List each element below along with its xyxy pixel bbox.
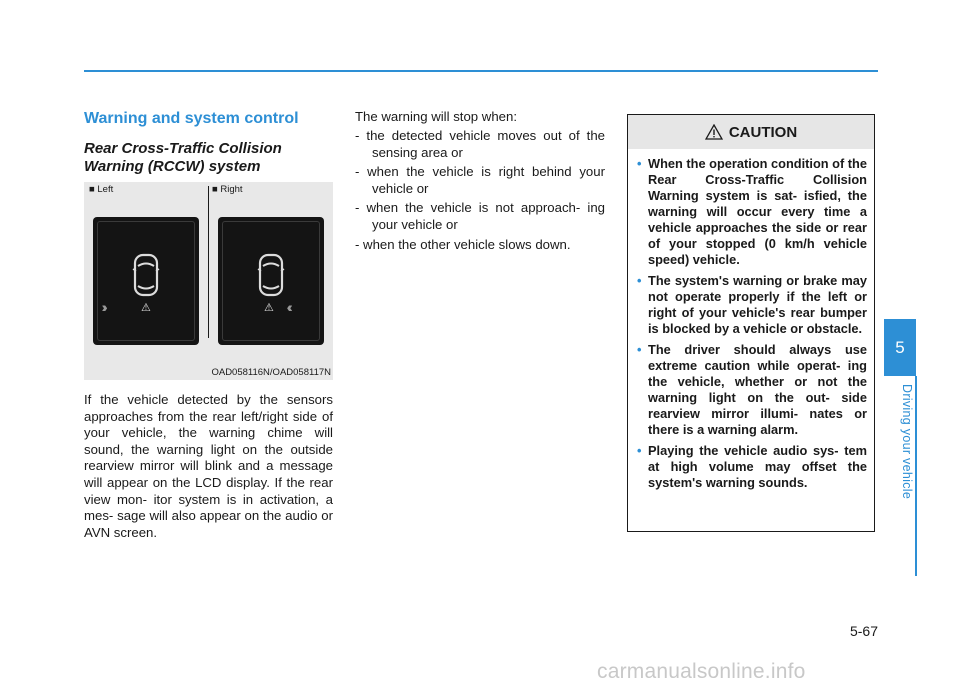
list-item: - when the vehicle is not approach- ing your vehicle or: [355, 200, 605, 232]
subsection-title: Rear Cross-Traffic Collision Warning (RCCW) system: [84, 140, 282, 175]
caution-title: CAUTION: [728, 123, 798, 141]
caution-item-text: The system's warning or brake may not operate properly if the left or right of your vehicle's rear bumper is blocked by a vehicle or obstacle.: [648, 273, 867, 336]
warning-triangle-icon: ⚠: [264, 302, 274, 314]
bullet-icon: •: [637, 156, 642, 171]
bullet-icon: •: [637, 273, 642, 288]
middle-column: [355, 108, 605, 256]
list-item: [638, 273, 867, 337]
chapter-number: 5: [895, 337, 905, 357]
figure-right-label: ■ Right: [212, 184, 243, 195]
left-column: [84, 110, 333, 541]
list-item: [638, 156, 867, 268]
list-item: - when the other vehicle slows down.: [355, 236, 571, 252]
list-item: [638, 443, 867, 491]
list-item: - the detected vehicle moves out of the sensing area or: [355, 128, 605, 160]
caution-box: [627, 114, 875, 532]
chapter-title: Driving your vehicle: [900, 384, 914, 500]
figure-divider: [208, 186, 209, 338]
body-paragraph: If the vehicle detected by the sensors approaches from the rear left/right side of your vehicle, the warning chime will sound, the warning light on the outside rearview mirror will blink and a message will appear on the LCD display. If the rear view mon- itor system is in activation, a mes- sage will also appear on the audio or AVN screen.: [84, 392, 333, 540]
car-icon: [257, 253, 285, 297]
car-icon: [132, 253, 160, 297]
cluster-display-left: [93, 217, 199, 345]
bullet-icon: •: [637, 342, 642, 357]
caution-list: [628, 149, 874, 491]
stop-intro: The warning will stop when:: [355, 109, 517, 124]
warning-triangle-icon: [705, 124, 723, 140]
figure-left-label: ■ Left: [89, 184, 114, 195]
bullet-icon: •: [637, 443, 642, 458]
caution-item-text: When the operation condition of the Rear Cross-Traffic Collision Warning system is sat- isfied, the warning will occur every time a vehicle approaches the side or rear of your stopped (0 km/h vehicle speed) vehicle.: [648, 156, 867, 267]
list-item: - when the vehicle is right behind your vehicle or: [355, 164, 605, 196]
caution-item-text: Playing the vehicle audio sys- tem at high volume may offset the system's warning sounds.: [648, 443, 867, 490]
stop-list: [355, 128, 605, 253]
caution-item-text: The driver should always use extreme caution while operat- ing the vehicle, whether or not the warning light on the out- side rearview mirror illumi- nates or there is a warning alarm.: [648, 342, 867, 437]
top-rule: [84, 70, 878, 72]
chapter-tab: [884, 319, 916, 376]
warning-triangle-icon: ⚠: [141, 302, 151, 314]
chapter-tab-line: [915, 376, 917, 576]
watermark: carmanualsonline.info: [597, 660, 806, 683]
cluster-display-right: [218, 217, 324, 345]
section-title: Warning and system control: [84, 110, 299, 127]
figure-code: OAD058116N/OAD058117N: [211, 367, 331, 378]
list-item: [638, 342, 867, 438]
rccw-figure: [84, 182, 333, 380]
caution-header: [628, 115, 874, 149]
page-number: 5-67: [849, 623, 878, 639]
